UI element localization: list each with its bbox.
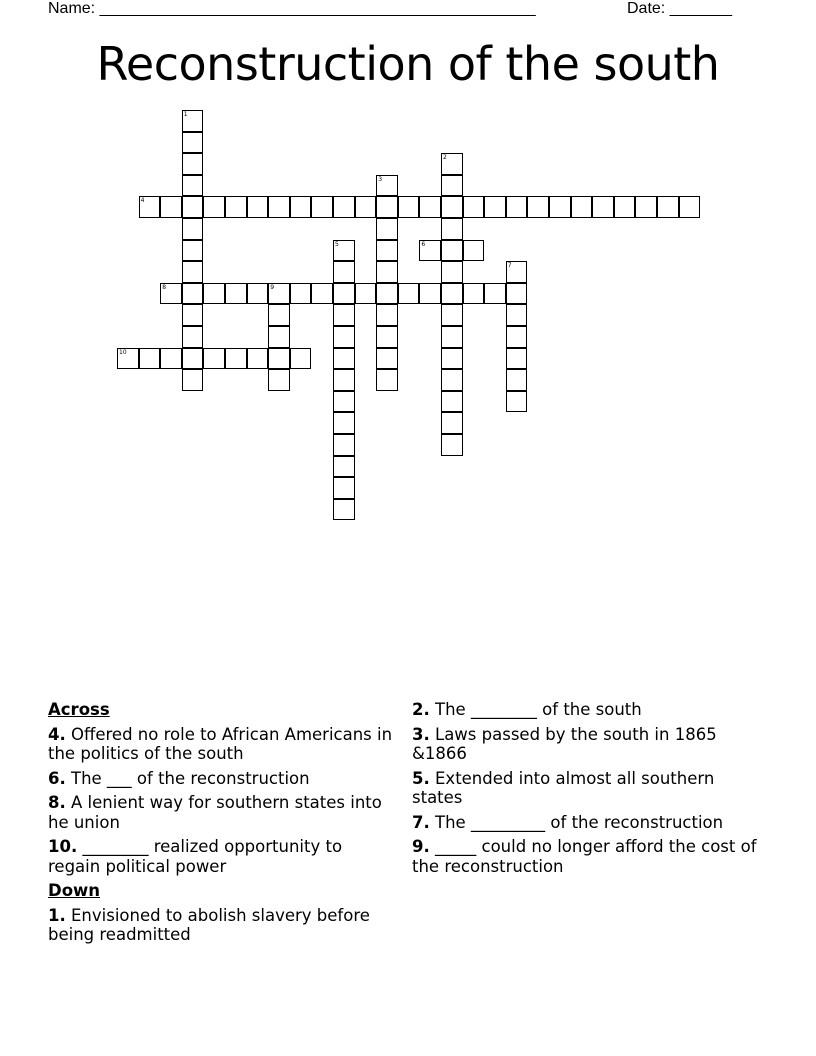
across-clue-list [48,725,394,877]
clue-item [48,769,394,789]
crossword-cell[interactable] [182,304,204,326]
crossword-cell[interactable] [441,391,463,413]
crossword-cell[interactable] [657,196,679,218]
clue-item [412,769,762,808]
crossword-cell[interactable] [268,348,290,370]
crossword-cell[interactable] [463,283,485,305]
crossword-cell[interactable] [311,196,333,218]
crossword-cell[interactable] [117,348,139,370]
crossword-cell[interactable] [139,196,161,218]
clue-item [48,837,394,876]
crossword-cell[interactable] [333,326,355,348]
crossword-cell[interactable] [311,283,333,305]
down-clue-list-right [412,700,762,876]
crossword-cell[interactable] [441,261,463,283]
crossword-cell[interactable] [182,326,204,348]
clue-text: Laws passed by the south in 1865 &1866 [412,724,717,763]
crossword-cell[interactable] [333,412,355,434]
crossword-cell[interactable] [160,283,182,305]
crossword-cell[interactable] [506,283,528,305]
crossword-cell[interactable] [247,196,269,218]
crossword-cell[interactable] [441,283,463,305]
crossword-cell[interactable] [290,283,312,305]
crossword-cell[interactable] [441,175,463,197]
clue-number-label: 8 [162,283,167,291]
clue-number-label: 3 [378,175,383,183]
crossword-cell[interactable] [333,434,355,456]
crossword-cell[interactable] [182,175,204,197]
clue-number-label: 5 [335,240,339,248]
crossword-cell[interactable] [506,304,528,326]
crossword-cell[interactable] [247,348,269,370]
crossword-cell[interactable] [268,326,290,348]
clue-text: Envisioned to abolish slavery before being readmitted [48,905,370,944]
crossword-cell[interactable] [571,196,593,218]
clue-text: The _________ of the reconstruction [435,812,724,832]
clue-item [412,700,762,720]
clue-item [48,906,394,945]
clues-left-column [48,700,394,950]
crossword-cell[interactable] [614,196,636,218]
clue-number-label: 10 [119,348,127,356]
page-title: Reconstruction of the south [96,37,720,91]
clue-number-label: 6 [421,240,426,248]
crossword-cell[interactable] [182,369,204,391]
clue-number: 8. [48,793,66,812]
crossword-cell[interactable] [203,196,225,218]
crossword-cell[interactable] [419,196,441,218]
clues-section [48,700,768,960]
clue-number-label: 9 [270,283,275,291]
crossword-cell[interactable] [160,348,182,370]
crossword-cell[interactable] [268,283,290,305]
crossword-cell[interactable] [376,369,398,391]
clue-number-label: 2 [443,154,447,162]
crossword-cell[interactable] [376,218,398,240]
clue-number: 7. [412,812,430,832]
crossword-cell[interactable] [376,261,398,283]
crossword-cell[interactable] [441,304,463,326]
clue-item [412,837,762,876]
crossword-cell[interactable] [225,348,247,370]
clue-text: _____ could no longer afford the cost of the reconstruction [412,837,757,876]
clue-text: A lenient way for southern states into he union [48,793,382,832]
clue-number: 2. [412,700,430,719]
header-line [48,0,748,20]
clue-item [48,725,394,764]
crossword-cell[interactable] [225,196,247,218]
crossword-cell[interactable] [376,175,398,197]
clue-number: 6. [48,768,66,788]
crossword-cell[interactable] [268,196,290,218]
crossword-cell[interactable] [355,196,377,218]
crossword-cell[interactable] [182,348,204,370]
crossword-cell[interactable] [398,196,420,218]
crossword-cell[interactable] [441,326,463,348]
clue-item [412,813,762,833]
clue-item [412,725,762,764]
clue-text: The ___ of the reconstruction [71,768,310,788]
crossword-cell[interactable] [203,283,225,305]
crossword-cell[interactable] [333,391,355,413]
clue-number-label: 7 [507,262,512,270]
crossword-cell[interactable] [139,348,161,370]
crossword-cell[interactable] [333,240,355,262]
crossword-cell[interactable] [333,304,355,326]
crossword-cell[interactable] [225,283,247,305]
crossword-cell[interactable] [376,196,398,218]
crossword-cell[interactable] [376,348,398,370]
crossword-cell[interactable] [290,348,312,370]
clue-number-label: 4 [140,197,145,205]
crossword-cell[interactable] [333,261,355,283]
crossword-cell[interactable] [182,196,204,218]
crossword-cell[interactable] [376,283,398,305]
crossword-cell[interactable] [182,110,204,132]
crossword-cell[interactable] [160,196,182,218]
clue-text: Extended into almost all southern states [412,768,715,807]
crossword-cell[interactable] [527,196,549,218]
crossword-cell[interactable] [419,283,441,305]
crossword-cell[interactable] [247,283,269,305]
crossword-cell[interactable] [549,196,571,218]
down-heading: Down [48,881,101,900]
crossword-cell[interactable] [679,196,701,218]
crossword-cell[interactable] [506,391,528,413]
clue-number: 4. [48,724,66,744]
crossword-cell[interactable] [506,326,528,348]
across-heading: Across [48,700,110,719]
crossword-cell[interactable] [463,196,485,218]
crossword-cell[interactable] [182,218,204,240]
crossword-cell[interactable] [506,261,528,283]
crossword-cell[interactable] [484,283,506,305]
clue-number: 10. [48,837,78,856]
clue-number: 1. [48,905,66,925]
crossword-cell[interactable] [635,196,657,218]
clue-number: 3. [412,724,430,744]
crossword-cell[interactable] [182,261,204,283]
crossword-cell[interactable] [441,369,463,391]
name-label: Name: _________________________________________________ [48,0,536,17]
crossword-cell[interactable] [506,369,528,391]
crossword-cell[interactable] [398,283,420,305]
crossword-cell[interactable] [182,283,204,305]
clue-number: 9. [412,837,430,856]
crossword-cell[interactable] [333,348,355,370]
crossword-cell[interactable] [484,196,506,218]
crossword-cell[interactable] [441,434,463,456]
crossword-cell[interactable] [441,240,463,262]
down-clue-list-left [48,906,394,945]
crossword-cell[interactable] [419,240,441,262]
crossword-cell[interactable] [441,412,463,434]
crossword-cell[interactable] [441,196,463,218]
crossword-cell[interactable] [290,196,312,218]
crossword-cell[interactable] [376,326,398,348]
crossword-cell[interactable] [441,218,463,240]
clue-text: The ________ of the south [435,700,642,719]
clue-text: Offered no role to African Americans in the politics of the south [48,724,393,763]
crossword-cell[interactable] [333,499,355,521]
crossword-cell[interactable] [182,240,204,262]
crossword-cell[interactable] [268,369,290,391]
crossword-cell[interactable] [203,348,225,370]
clue-item [48,793,394,832]
crossword-cell[interactable] [441,348,463,370]
crossword-cell[interactable] [333,196,355,218]
crossword-cell[interactable] [506,196,528,218]
crossword-cell[interactable] [182,132,204,154]
clue-number-label: 1 [183,111,188,118]
crossword-cell[interactable] [333,456,355,478]
crossword-cell[interactable] [506,348,528,370]
crossword-cell[interactable] [268,304,290,326]
crossword-cell[interactable] [355,283,377,305]
crossword-cell[interactable] [441,153,463,175]
crossword-cell[interactable] [592,196,614,218]
clue-number: 5. [412,768,430,788]
crossword-cell[interactable] [333,477,355,499]
crossword-cell[interactable] [182,153,204,175]
crossword-cell[interactable] [333,369,355,391]
crossword-cell[interactable] [376,240,398,262]
crossword-cell[interactable] [463,240,485,262]
clue-text: ________ realized opportunity to regain political power [48,837,343,876]
crossword-cell[interactable] [376,304,398,326]
clues-right-column [412,700,762,881]
date-label: Date: _______ [627,0,732,17]
crossword-cell[interactable] [333,283,355,305]
